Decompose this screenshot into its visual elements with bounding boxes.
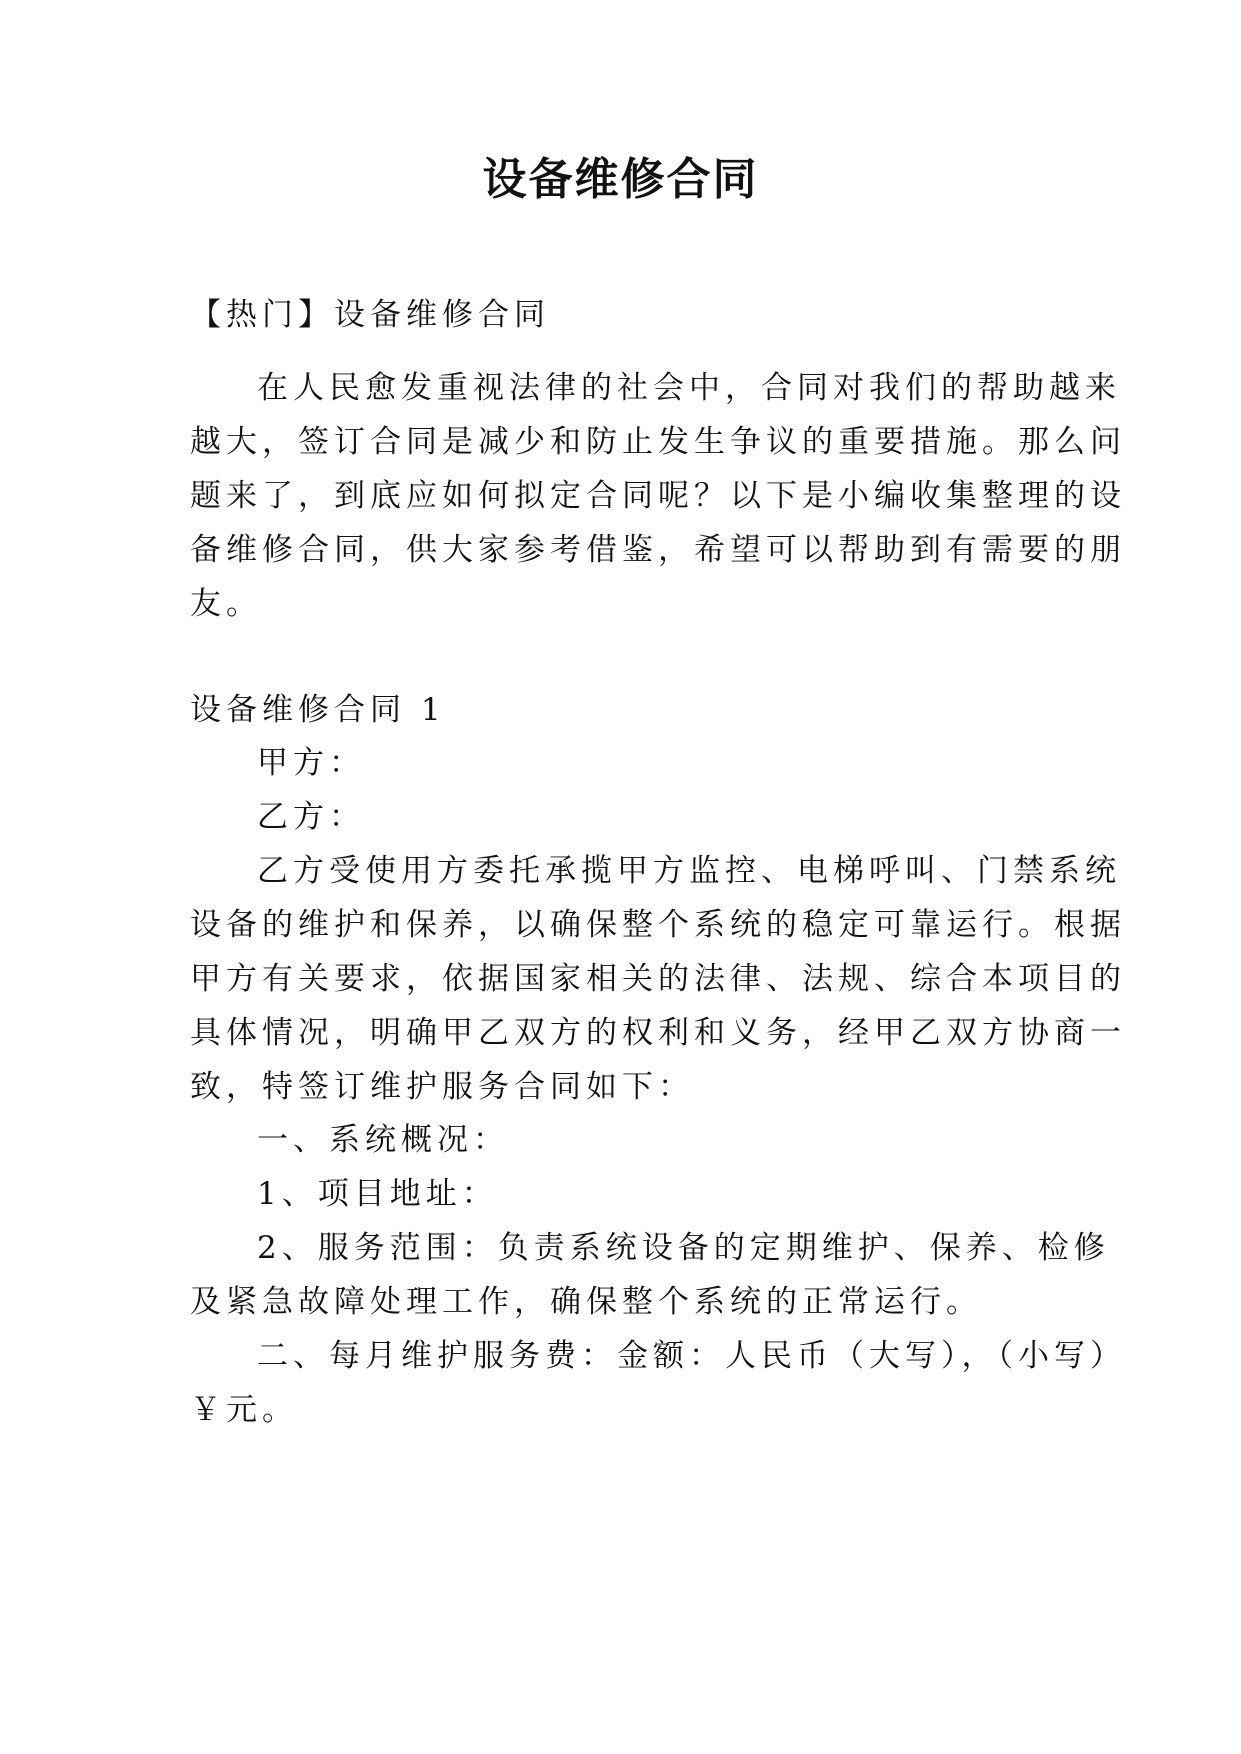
hot-label: 【热门】设备维修合同 <box>190 297 550 333</box>
clause-1-item-2-line: 2、服务范围：负责系统设备的定期维护、保养、检修 <box>257 1230 1110 1266</box>
clause-2-line: 二、每月维护服务费：金额：人民币（大写），（小写） <box>257 1338 1126 1374</box>
body-line: 致，特签订维护服务合同如下： <box>190 1069 694 1105</box>
intro-line: 题来了，到底应如何拟定合同呢？以下是小编收集整理的设 <box>190 478 1126 514</box>
body-line: 乙方受使用方委托承揽甲方监控、电梯呼叫、门禁系统 <box>257 853 1121 889</box>
page-title: 设备维修合同 <box>482 154 759 205</box>
clause-2-line: ￥元。 <box>190 1392 298 1428</box>
clause-1-heading: 一、系统概况： <box>257 1122 509 1158</box>
section-heading: 设备维修合同 1 <box>190 692 446 728</box>
party-a-field: 甲方： <box>257 745 365 781</box>
intro-line: 在人民愈发重视法律的社会中，合同对我们的帮助越来 <box>257 370 1121 406</box>
clause-1-item-1: 1、项目地址： <box>257 1176 498 1212</box>
intro-line: 友。 <box>190 586 262 622</box>
party-b-field: 乙方： <box>257 799 365 835</box>
clause-1-item-2-line: 及紧急故障处理工作，确保整个系统的正常运行。 <box>190 1284 982 1320</box>
body-line: 设备的维护和保养，以确保整个系统的稳定可靠运行。根据 <box>190 907 1126 943</box>
body-line: 具体情况，明确甲乙双方的权利和义务，经甲乙双方协商一 <box>190 1015 1126 1051</box>
intro-line: 备维修合同，供大家参考借鉴，希望可以帮助到有需要的朋 <box>190 532 1126 568</box>
body-line: 甲方有关要求，依据国家相关的法律、法规、综合本项目的 <box>190 961 1126 997</box>
intro-line: 越大，签订合同是减少和防止发生争议的重要措施。那么问 <box>190 424 1126 460</box>
